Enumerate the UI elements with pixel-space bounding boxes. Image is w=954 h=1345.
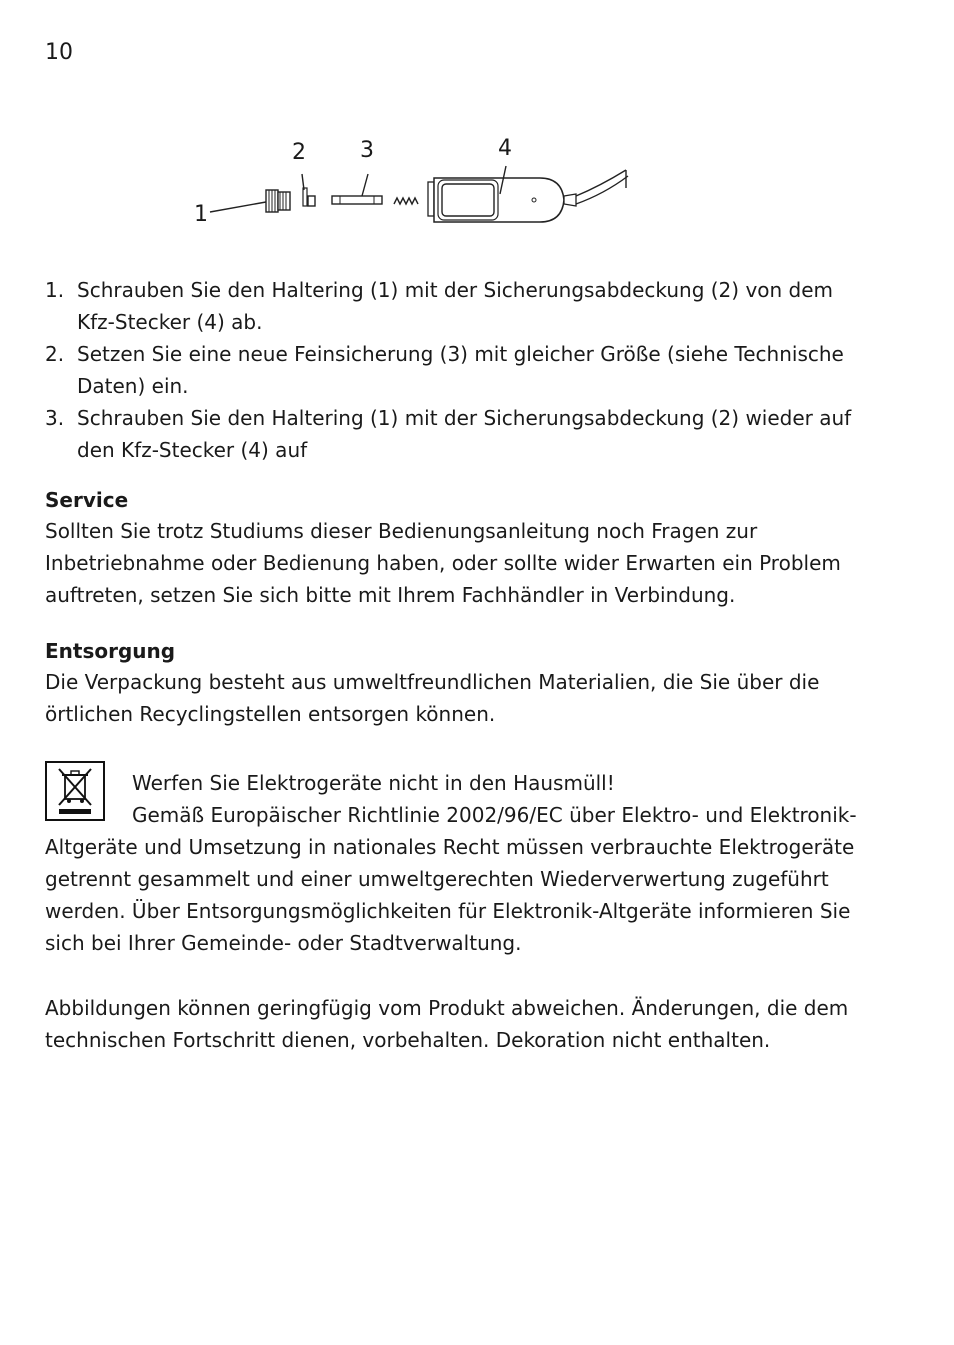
step-text: Setzen Sie eine neue Feinsicherung (3) mit gleicher Größe (siehe Technische Daten) ein. bbox=[77, 342, 844, 398]
step-text: Schrauben Sie den Haltering (1) mit der Sicherungsabdeckung (2) von dem Kfz-Stecker (4) ab. bbox=[77, 278, 834, 334]
figure-label-4: 4 bbox=[498, 136, 512, 161]
service-text: Sollten Sie trotz Studiums dieser Bedienungsanleitung noch Fragen zur Inbetriebnahme oder Bedienung haben, oder sollte wider Erwarten ein Problem auftreten, setzen Sie sich bitte mit Ihrem Fachhändler in Verbindung. bbox=[45, 519, 841, 607]
weee-text: Gemäß Europäischer Richtlinie 2002/96/EC über Elektro- und Elektronik-Altgeräte und Umsetzung in nationales Recht müssen verbrauchte Elektrogeräte getrennt gesammelt und einer umweltgerechten Wiederverwertung zugeführt werden. Über Entsorgungsmöglichkeiten für Elektronik-Altgeräte informieren Sie sich bei Ihrer Gemeinde- oder Stadtverwaltung. bbox=[45, 803, 857, 955]
step-item bbox=[45, 338, 865, 402]
step-text: Schrauben Sie den Haltering (1) mit der Sicherungsabdeckung (2) wieder auf den Kfz-Stecker (4) auf bbox=[77, 406, 852, 462]
figure-label-1: 1 bbox=[194, 202, 208, 227]
figure-label-2: 2 bbox=[292, 140, 306, 165]
page-number: 10 bbox=[45, 40, 73, 65]
weee-notice bbox=[45, 767, 875, 959]
car-plug-illustration bbox=[180, 130, 640, 240]
step-number: 1. bbox=[45, 278, 65, 302]
figure-label-3: 3 bbox=[360, 138, 374, 163]
weee-title: Werfen Sie Elektrogeräte nicht in den Hausmüll! bbox=[132, 771, 615, 795]
disposal-heading: Entsorgung bbox=[45, 639, 176, 663]
instruction-steps bbox=[45, 274, 865, 466]
closing-note: Abbildungen können geringfügig vom Produkt abweichen. Änderungen, die dem technischen Fortschritt dienen, vorbehalten. Dekoration nicht enthalten. bbox=[45, 996, 849, 1052]
step-number: 2. bbox=[45, 342, 65, 366]
step-item bbox=[45, 402, 865, 466]
service-section bbox=[45, 485, 875, 611]
step-item bbox=[45, 274, 865, 338]
disposal-text: Die Verpackung besteht aus umweltfreundlichen Materialien, die Sie über die örtlichen Recyclingstellen entsorgen können. bbox=[45, 670, 820, 726]
step-number: 3. bbox=[45, 406, 65, 430]
service-heading: Service bbox=[45, 488, 129, 512]
car-plug-diagram bbox=[180, 130, 640, 240]
disposal-section bbox=[45, 636, 875, 730]
